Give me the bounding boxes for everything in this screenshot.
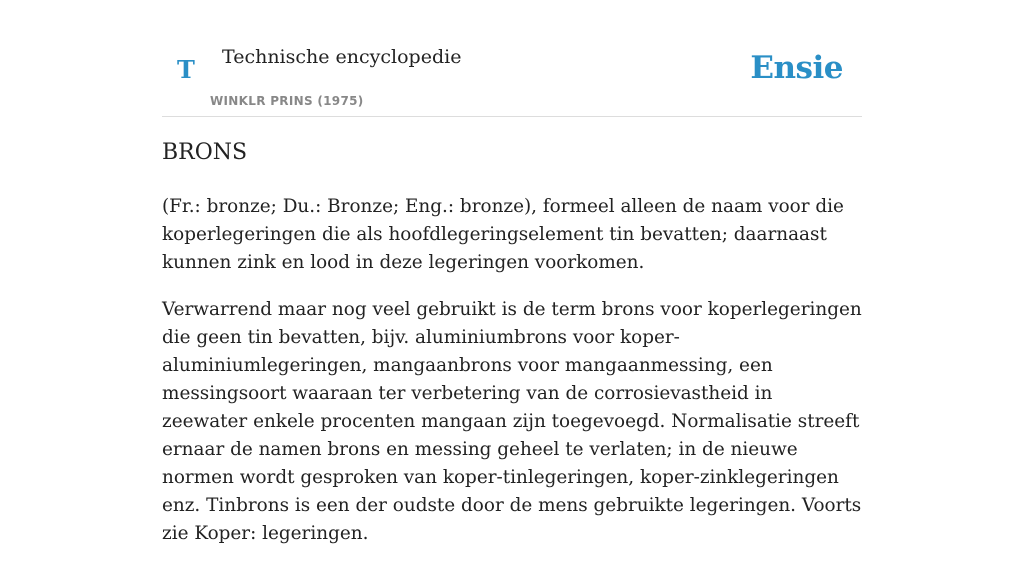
- page: [162, 0, 862, 544]
- entry-body: [162, 193, 862, 567]
- header: [162, 0, 862, 117]
- book-source: WINKLR PRINS (1975): [210, 94, 364, 108]
- book-logo[interactable]: T: [177, 55, 195, 84]
- ensie-logo[interactable]: Ensie: [750, 50, 843, 86]
- entry-paragraph-text: Verwarrend maar nog veel gebruikt is de term brons voor koperlegeringen die geen tin bevatten, bijv. aluminiumbrons voor koper-aluminiumlegeringen, mangaanbrons voor mangaanmessing, een messingsoort waaraan ter verbetering van de corrosievastheid in zeewater enkele procenten mangaan zijn toegevoegd. Normalisatie streeft ernaar de namen brons en messing geheel te verlaten; in de nieuwe normen wordt gesproken van koper-tinlegeringen, koper-zinklegeringen enz. Tinbrons is een der oudste door de mens gebruikte legeringen. Voorts zie: [162, 299, 862, 544]
- entry-paragraph: [162, 296, 862, 548]
- see-also-link[interactable]: Koper: legeringen.: [194, 523, 369, 544]
- entry-title: BRONS: [162, 140, 248, 165]
- entry-paragraph: (Fr.: bronze; Du.: Bronze; Eng.: bronze), formeel alleen de naam voor die koperlegeringen die als hoofdlegeringselement tin bevatten; daarnaast kunnen zink en lood in deze legeringen voorkomen.: [162, 196, 844, 273]
- book-title[interactable]: Technische encyclopedie: [222, 46, 462, 68]
